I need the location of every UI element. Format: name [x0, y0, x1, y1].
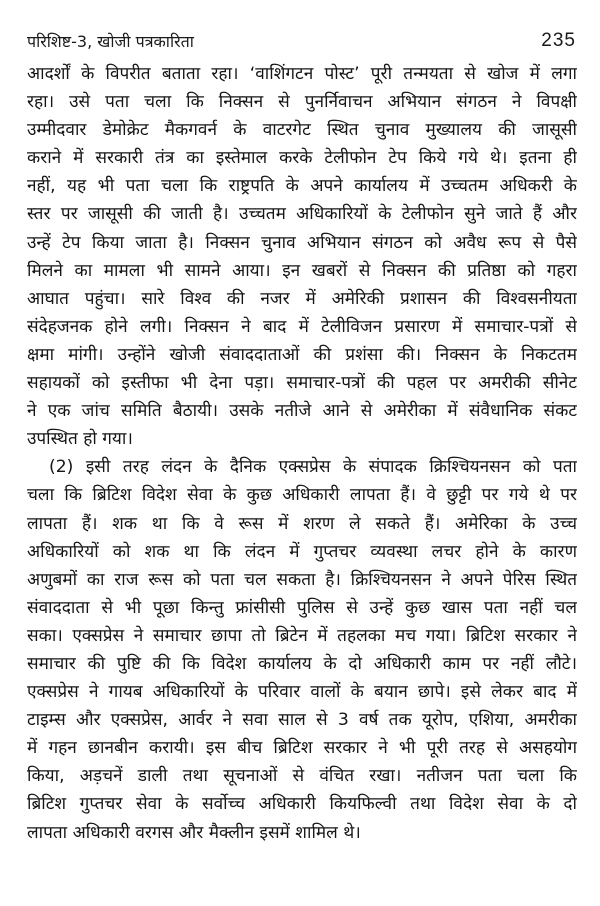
- text-line: सहायकों को इस्तीफा भी देना पड़ा। समाचार-पत्रों की पहल पर अमरीकी सीनेट: [27, 373, 577, 394]
- text-line: टाइम्स और एक्सप्रेस, आर्वर ने सवा साल से 3 वर्ष तक यूरोप, एशिया, अमरीका: [27, 710, 577, 731]
- text-line: नहीं, यह भी पता चला कि राष्ट्रपति के अपने कार्यालय में उच्चतम अधिकरी के: [27, 176, 577, 197]
- text-line: संवाददाता से भी पूछा किन्तु फ्रांसीसी पुलिस से उन्हें कुछ खास पता नहीं चल: [27, 597, 577, 618]
- text-line: लापता हैं। शक था कि वे रूस में शरण ले सकते हैं। अमेरिका के उच्च: [27, 513, 577, 534]
- paragraph-1: [27, 60, 577, 453]
- text-line: चला कि ब्रिटिश विदेश सेवा के कुछ अधिकारी लापता हैं। वे छुट्टी पर गये थे पर: [27, 485, 577, 506]
- text-line: मिलने का मामला भी सामने आया। इन खबरों से निक्सन की प्रतिष्ठा को गहरा: [27, 260, 577, 281]
- page-number: 235: [541, 30, 576, 51]
- text-line: किया, अड़चनें डाली तथा सूचनाओं से वंचित रखा। नतीजन पता चला कि: [27, 766, 577, 787]
- text-line: रहा। उसे पता चला कि निक्सन से पुनर्निवाचन अभियान संगठन ने विपक्षी: [27, 92, 577, 113]
- text-line: अधिकारियों को शक था कि लंदन में गुप्तचर व्यवस्था लचर होने के कारण: [27, 541, 577, 562]
- text-line: ब्रिटिश गुप्तचर सेवा के सर्वोच्च अधिकारी कियफिल्वी तथा विदेश सेवा के दो: [27, 794, 577, 815]
- text-line: सका। एक्सप्रेस ने समाचार छापा तो ब्रिटेन में तहलका मच गया। ब्रिटिश सरकार ने: [27, 625, 577, 646]
- text-line: आदर्शों के विपरीत बताता रहा। ‘वाशिंगटन पोस्ट’ पूरी तन्मयता से खोज में लगा: [27, 64, 577, 84]
- running-title: परिशिष्ट-3, खोजी पत्रकारिता: [27, 32, 194, 51]
- text-line: उपस्थित हो गया।: [27, 429, 133, 450]
- text-line: ने एक जांच समिति बैठायी। उसके नतीजे आने से अमेरीका में संवैधानिक संकट: [27, 401, 577, 422]
- text-line: लापता अधिकारी वरगस और मैक्लीन इसमें शामिल थे।: [27, 822, 361, 843]
- text-line: संदेहजनक होने लगी। निक्सन ने बाद में टेलीविजन प्रसारण में समाचार-पत्रों से: [27, 316, 577, 337]
- text-line: एक्सप्रेस ने गायब अधिकारियों के परिवार वालों के बयान छापे। इसे लेकर बाद में: [27, 682, 577, 703]
- text-line: कराने में सरकारी तंत्र का इस्तेमाल करके टेलीफोन टेप किये गये थे। इतना ही: [27, 148, 577, 169]
- paragraph-2: [27, 453, 577, 846]
- text-line: क्षमा मांगी। उन्होंने खोजी संवाददाताओं की प्रशंसा की। निक्सन के निकटतम: [27, 344, 577, 365]
- text-line: उन्हें टेप किया जाता है। निक्सन चुनाव अभियान संगठन को अवैध रूप से पैसे: [27, 232, 577, 253]
- text-line: स्तर पर जासूसी की जाती है। उच्चतम अधिकारियों के टेलीफोन सुने जाते हैं और: [27, 204, 577, 225]
- text-line: में गहन छानबीन करायी। इस बीच ब्रिटिश सरकार ने भी पूरी तरह से असहयोग: [27, 738, 577, 759]
- text-line: उम्मीदवार डेमोक्रेट मैकगवर्न के वाटरगेट स्थित चुनाव मुख्यालय की जासूसी: [27, 120, 577, 141]
- text-line: (2) इसी तरह लंदन के दैनिक एक्सप्रेस के संपादक क्रिश्चियनसन को पता: [49, 457, 577, 478]
- page-header: [27, 28, 576, 54]
- body-text: [27, 60, 577, 847]
- text-line: अणुबमों का राज रूस को पता चल सकता है। क्रिश्चियनसन ने अपने पेरिस स्थित: [27, 569, 577, 590]
- text-line: समाचार की पुष्टि की कि विदेश कार्यालय के दो अधिकारी काम पर नहीं लौटे।: [27, 653, 577, 674]
- text-line: आघात पहुंचा। सारे विश्व की नजर में अमेरिकी प्रशासन की विश्वसनीयता: [27, 288, 577, 309]
